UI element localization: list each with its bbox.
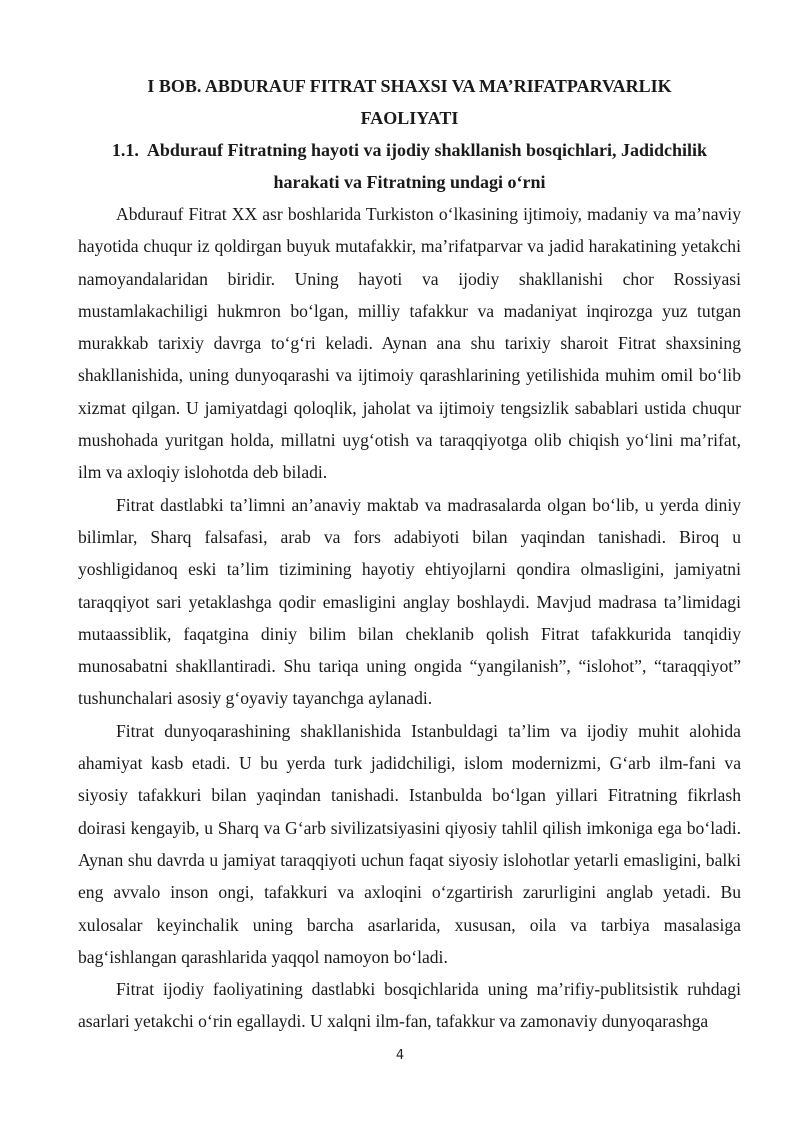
paragraph-4: Fitrat ijodiy faoliyatining dastlabki bosqichlarida uning ma’rifiy-publitsistik ruhdagi asarlari yetakchi o‘rin egallaydi. U xalqni ilm-fan, tafakkur va zamonaviy dunyoqarashga [78, 979, 741, 1032]
chapter-title-line2: FAOLIYATI [360, 108, 459, 128]
chapter-title [78, 70, 741, 134]
page-number: 4 [395, 1048, 405, 1063]
chapter-title-line1: I BOB. ABDURAUF FITRAT SHAXSI VA MA’RIFATPARVARLIK [147, 76, 672, 96]
section-number: 1.1. [111, 140, 139, 160]
section-title-line2: harakati va Fitratning undagi o‘rni [273, 172, 546, 192]
section-title [78, 134, 741, 198]
paragraph-2: Fitrat dastlabki ta’limni an’anaviy maktab va madrasalarda olgan bo‘lib, u yerda diniy bilimlar, Sharq falsafasi, arab va fors adabiyoti bilan yaqindan tanishadi. Biroq u yoshligidanoq eski ta’lim tizimining hayotiy ehtiyojlarni qondira olmasligini, jamiyatni taraqqiyot sari yetaklashga qodir emasligini anglay boshlaydi. Mavjud madrasa ta’limidagi mutaassiblik, faqatgina diniy bilim bilan cheklanib qolish Fitrat tafakkurida tanqidiy munosabatni shakllantiradi. Shu tariqa uning ongida “yangilanish”, “islohot”, “taraqqiyot” tushunchalari asosiy g‘oyaviy tayanchga aylanadi. [78, 494, 741, 709]
section-title-line1: Abdurauf Fitratning hayoti va ijodiy shakllanish bosqichlari, Jadidchilik [146, 140, 708, 160]
document-page [78, 70, 741, 1038]
paragraph-1: Abdurauf Fitrat XX asr boshlarida Turkiston o‘lkasining ijtimoiy, madaniy va ma’naviy hayotida chuqur iz qoldirgan buyuk mutafakkir, ma’rifatparvar va jadid harakatining yetakchi namoyandalaridan biridir. Uning hayoti va ijodiy shakllanishi chor Rossiyasi mustamlakachiligi hukmron bo‘lgan, milliy tafakkur va madaniyat inqirozga yuz tutgan murakkab tarixiy davrga to‘g‘ri keladi. Aynan ana shu tarixiy sharoit Fitrat shaxsining shakllanishida, uning dunyoqarashi va ijtimoiy qarashlarining yetilishida muhim omil bo‘lib xizmat qilgan. U jamiyatdagi qoloqlik, jaholat va ijtimoiy tengsizlik sabablari ustida chuqur mushohada yuritgan holda, millatni uyg‘otish va taraqqiyotga olib chiqish yo‘lini ma’rifat, ilm va axloqiy islohotda deb biladi. [78, 204, 741, 483]
paragraph-3: Fitrat dunyoqarashining shakllanishida Istanbuldagi ta’lim va ijodiy muhit alohida ahamiyat kasb etadi. U bu yerda turk jadidchiligi, islom modernizmi, G‘arb ilm-fani va siyosiy tafakkuri bilan yaqindan tanishadi. Istanbulda bo‘lgan yillari Fitratning fikrlash doirasi kengayib, u Sharq va G‘arb sivilizatsiyasini qiyosiy tahlil qilish imkoniga ega bo‘ladi. Aynan shu davrda u jamiyat taraqqiyoti uchun faqat siyosiy islohotlar yetarli emasligini, balki eng avvalo inson ongi, tafakkuri va axloqini o‘zgartirish zarurligini anglab yetadi. Bu xulosalar keyinchalik uning barcha asarlarida, xususan, oila va tarbiya masalasiga bag‘ishlangan qarashlarida yaqqol namoyon bo‘ladi. [78, 720, 741, 967]
